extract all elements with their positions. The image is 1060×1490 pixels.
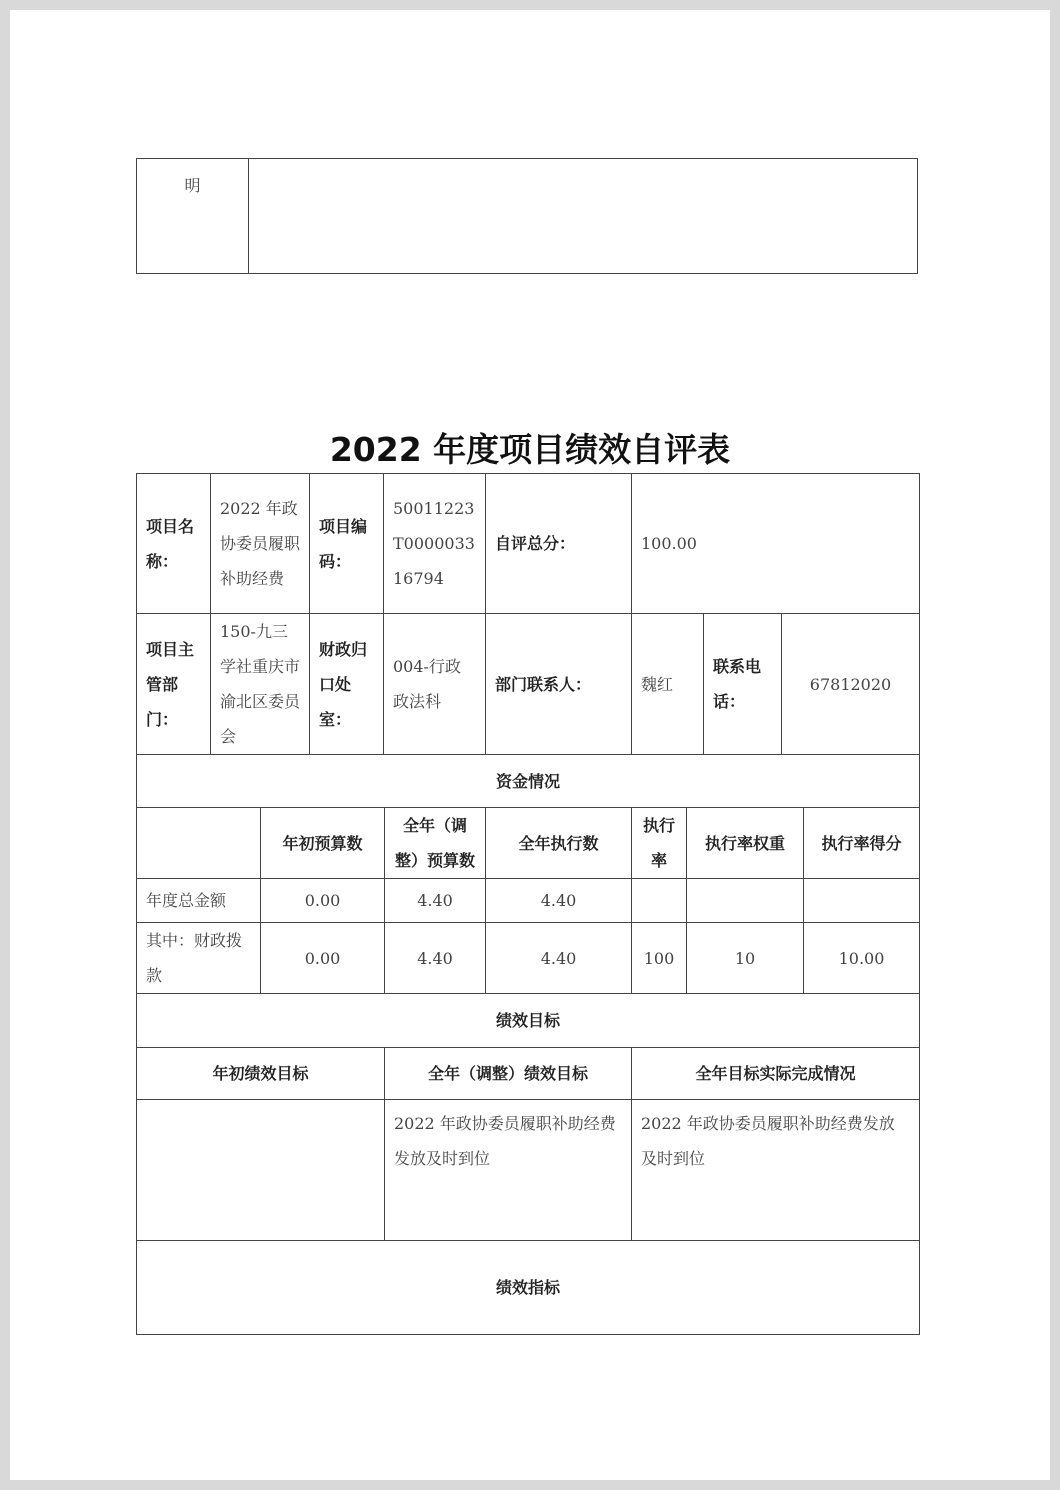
table-cell: 100 [632, 923, 687, 994]
funds-header-rate: 执行率 [632, 808, 687, 879]
goals-header-actual: 全年目标实际完成情况 [632, 1048, 920, 1100]
project-name-label: 项目名称： [136, 473, 211, 614]
self-evaluation-table [136, 473, 920, 1335]
goals-section-title: 绩效目标 [136, 994, 920, 1048]
dept-value: 150-九三学社重庆市渝北区委员会 [211, 614, 310, 755]
table-cell: 4.40 [486, 923, 632, 994]
contact-label: 部门联系人： [486, 614, 632, 755]
funds-header-initial: 年初预算数 [261, 808, 385, 879]
funds-header-weight: 执行率权重 [687, 808, 804, 879]
continued-label: 明 [184, 176, 201, 195]
contact-value: 魏红 [632, 614, 704, 755]
funds-header-adjusted: 全年（调整）预算数 [385, 808, 486, 879]
funds-header-score: 执行率得分 [804, 808, 920, 879]
indicators-section-title: 绩效指标 [136, 1241, 920, 1335]
phone-label: 联系电话： [704, 614, 782, 755]
table-cell: 0.00 [261, 923, 385, 994]
table-cell: 4.40 [486, 879, 632, 923]
table-cell [632, 879, 687, 923]
funds-header-executed: 全年执行数 [486, 808, 632, 879]
self-score-label: 自评总分： [486, 473, 632, 614]
dept-label: 项目主管部门： [136, 614, 211, 755]
table-cell: 4.40 [385, 879, 486, 923]
funds-section-title: 资金情况 [136, 755, 920, 808]
goals-adjusted-value: 2022 年政协委员履职补助经费发放及时到位 [385, 1100, 632, 1241]
project-code-value: 50011223T000003316794 [384, 473, 486, 614]
page-title: 2022 年度项目绩效自评表 [329, 430, 731, 469]
table-cell: 4.40 [385, 923, 486, 994]
document-page [10, 10, 1050, 1480]
phone-value: 67812020 [782, 614, 920, 755]
table-cell: 10 [687, 923, 804, 994]
project-name-value: 2022 年政协委员履职补助经费 [211, 473, 310, 614]
previous-table-fragment [136, 158, 918, 274]
table-cell: 10.00 [804, 923, 920, 994]
table-cell: 0.00 [261, 879, 385, 923]
goals-header-adjusted: 全年（调整）绩效目标 [385, 1048, 632, 1100]
table-cell [804, 879, 920, 923]
funds-header-blank [136, 808, 261, 879]
table-row-label: 其中：财政拨款 [136, 923, 261, 994]
table-row-label: 年度总金额 [136, 879, 261, 923]
table-divider [248, 159, 249, 273]
goals-initial-value [136, 1100, 385, 1241]
goals-actual-value: 2022 年政协委员履职补助经费发放及时到位 [632, 1100, 920, 1241]
table-cell [687, 879, 804, 923]
office-label: 财政归口处室： [310, 614, 384, 755]
self-score-value: 100.00 [632, 473, 920, 614]
office-value: 004-行政政法科 [384, 614, 486, 755]
project-code-label: 项目编码： [310, 473, 384, 614]
goals-header-initial: 年初绩效目标 [136, 1048, 385, 1100]
